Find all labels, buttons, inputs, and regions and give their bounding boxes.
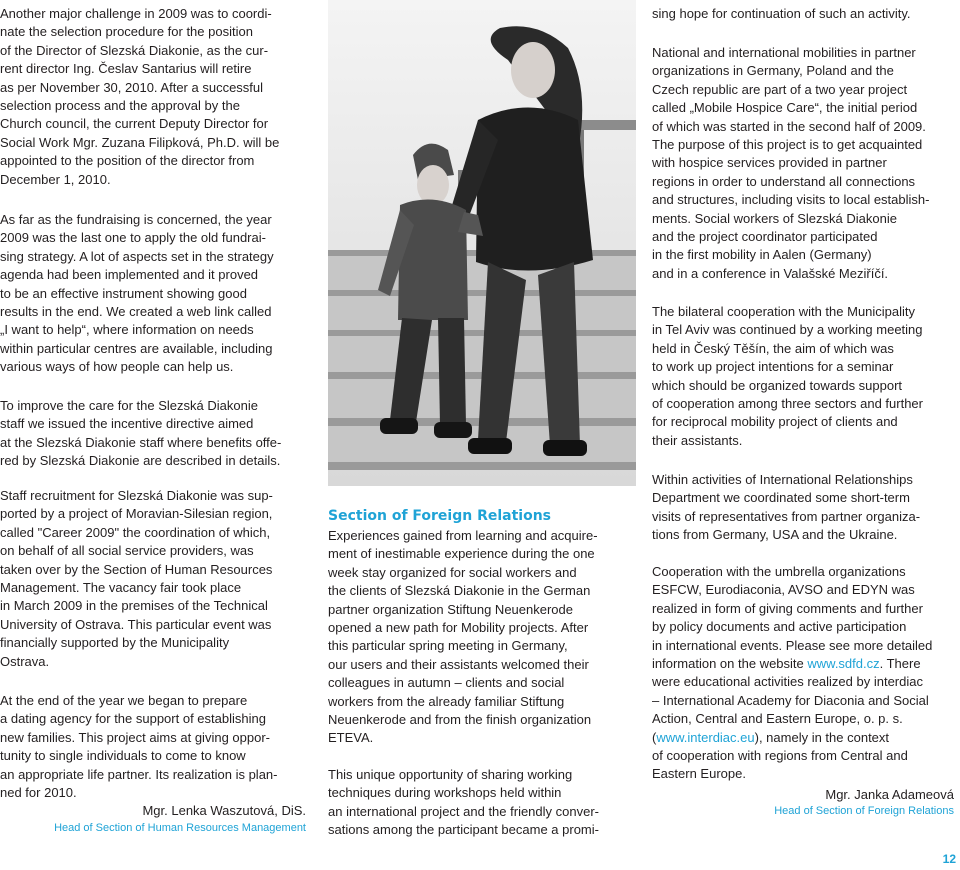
section-heading-foreign-relations: Section of Foreign Relations bbox=[328, 508, 552, 524]
paragraph-tel-aviv-cooperation: The bilateral cooperation with the Municipality in Tel Aviv was continued by a working meeting held in Český Těšín, the aim of which was to work up project intentions for a seminar which should be organized towards support of cooperation among three sectors and further for reciprocal mobility project of clients and their assistants. bbox=[652, 304, 923, 448]
link-interdiac-website[interactable]: www.interdiac.eu bbox=[656, 729, 755, 745]
text-umbrella-part2: . There were educational activities realized by interdiac – International Academy for Diaconia and Social Action, Central and Eastern Europe, o. p. s. ( bbox=[652, 656, 929, 745]
signature-role-hr: Head of Section of Human Resources Management bbox=[54, 822, 306, 834]
paragraph-director-selection: Another major challenge in 2009 was to coordi- nate the selection procedure for the position of the Director of Slezská Diakonie, as the cur- rent director Ing. Česlav Santarius will retire as per November 30, 2010. After a successful selection process and the approval by the Church council, the current Deputy Director for Social Work Mgr. Zuzana Filipková, Ph.D. will be appointed to the position of the director from December 1, 2010. bbox=[0, 6, 280, 187]
signature-role-foreign-relations: Head of Section of Foreign Relations bbox=[774, 805, 954, 817]
text-umbrella-part3: ), namely in the context of cooperation with regions from Central and Eastern Europe. bbox=[652, 729, 908, 782]
paragraph-mobility-projects: Experiences gained from learning and acquire- ment of inestimable experience during the one week stay organized for social workers and the clients of Slezská Diakonie in the German partner organization Stiftung Neuenkerode opened a new path for Mobility projects. After this particular spring meeting in Germany, our users and their assistants welcomed their colleagues in autumn – clients and social workers from the already familiar Stiftung Neuenkerode and from the finish organization ETEVA. bbox=[328, 528, 598, 746]
link-sdfd-website[interactable]: www.sdfd.cz bbox=[807, 656, 880, 672]
signature-name-hr: Mgr. Lenka Waszutová, DiS. bbox=[142, 803, 306, 818]
signature-name-foreign-relations: Mgr. Janka Adameová bbox=[825, 787, 954, 802]
paragraph-dating-agency: At the end of the year we began to prepare a dating agency for the support of establishing new families. This project aims at giving oppor- tunity to single individuals to come to know an appropriate life partner. Its realization is plan- ned for 2010. bbox=[0, 693, 278, 801]
paragraph-fundraising: As far as the fundraising is concerned, the year 2009 was the last one to apply the old fundrai- sing strategy. A lot of aspects set in the strategy agenda had been implemented and it proved to be an effective instrument showing good results in the end. We created a web link called „I want to help“, where information on needs within particular centres are available, including various ways of how people can help us. bbox=[0, 212, 274, 375]
paragraph-hospice-mobilities: National and international mobilities in partner organizations in Germany, Poland and the Czech republic are part of a two year project called „Mobile Hospice Care“, the initial period of which was started in the second half of 2009. The purpose of this project is to get acquainted with hospice services provided in partner regions in order to understand all connections and structures, including visits to local establish- ments. Social workers of Slezská Diakonie and the project coordinator participated in the first mobility in Aalen (Germany) and in a conference in Valašské Meziříčí. bbox=[652, 45, 930, 281]
paragraph-working-techniques: This unique opportunity of sharing working techniques during workshops held within an international project and the friendly conver- sations among the participant became a promi- bbox=[328, 767, 599, 838]
paragraph-short-term-visits: Within activities of International Relationships Department we coordinated some short-term visits of representatives from partner organiza- tions from Germany, USA and the Ukraine. bbox=[652, 472, 921, 543]
paragraph-staff-care: To improve the care for the Slezská Diakonie staff we issued the incentive directive aimed at the Slezská Diakonie staff where benefits offe- red by Slezská Diakonie are described in details. bbox=[0, 398, 282, 469]
photo-woman-and-child-on-stairs bbox=[328, 0, 636, 486]
paragraph-staff-recruitment: Staff recruitment for Slezská Diakonie was sup- ported by a project of Moravian-Silesian region, called "Career 2009" the coordination of which, on behalf of all social service providers, was taken over by the Section of Human Resources Management. The vacancy fair took place in March 2009 in the premises of the Technical University of Ostrava. This particular event was financially supported by the Municipality Ostrava. bbox=[0, 488, 273, 669]
paragraph-continuation: sing hope for continuation of such an activity. bbox=[652, 6, 911, 21]
text-umbrella-part1: Cooperation with the umbrella organizations ESFCW, Eurodiaconia, AVSO and EDYN was realized in form of giving comments and further by policy documents and active participation in international events. Please see more detailed information on the website bbox=[652, 564, 933, 672]
paragraph-umbrella-organizations bbox=[652, 563, 956, 784]
page-number: 12 bbox=[942, 852, 956, 866]
